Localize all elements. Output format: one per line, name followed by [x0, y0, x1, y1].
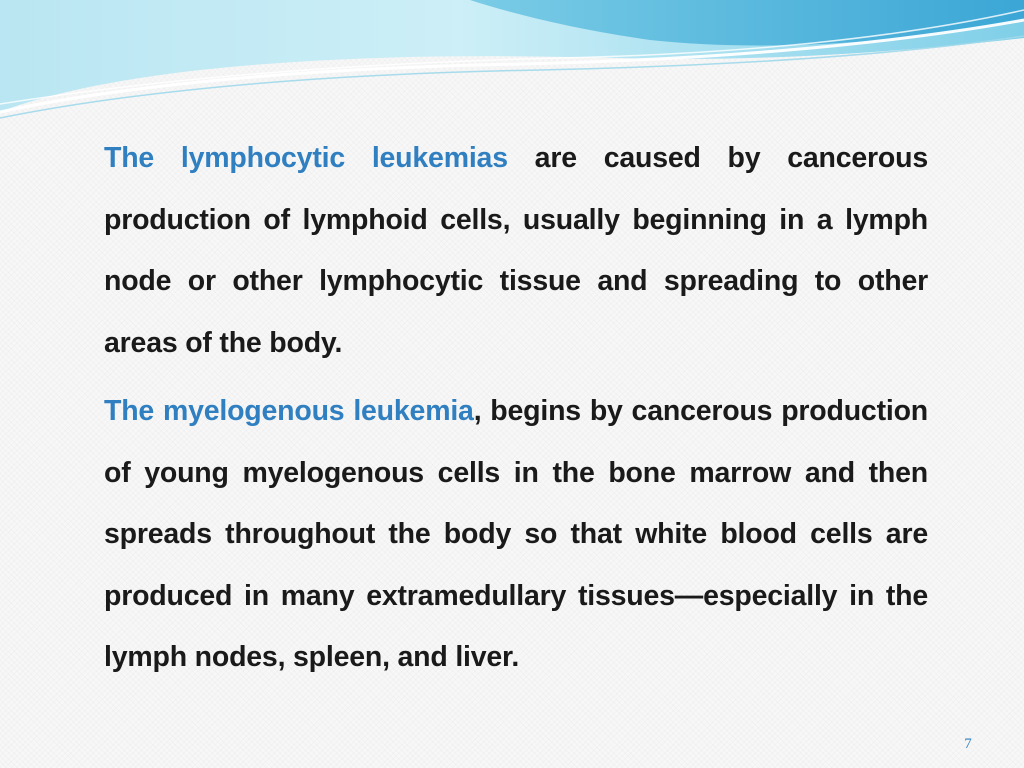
term-lymphocytic-leukemias: The lymphocytic leukemias — [104, 142, 508, 174]
header-wave-decoration — [0, 0, 1024, 130]
paragraph-text: are caused by cancerous production of lymphoid cells, usually beginning in a lymph node or other lymphocytic tissue and spreading to other areas of the body. — [104, 142, 928, 359]
paragraph-text: , begins by cancerous production of young myelogenous cells in the bone marrow and then spreads throughout the body so that white blood cells are produced in many extramedullary tissues—especially in the lymph nodes, spleen, and liver. — [104, 395, 929, 673]
paragraph-myelogenous — [104, 381, 928, 689]
term-myelogenous-leukemia: The myelogenous leukemia — [104, 395, 474, 427]
page-number: 7 — [964, 736, 972, 752]
paragraph-lymphocytic — [104, 128, 928, 374]
slide-content — [104, 128, 928, 689]
